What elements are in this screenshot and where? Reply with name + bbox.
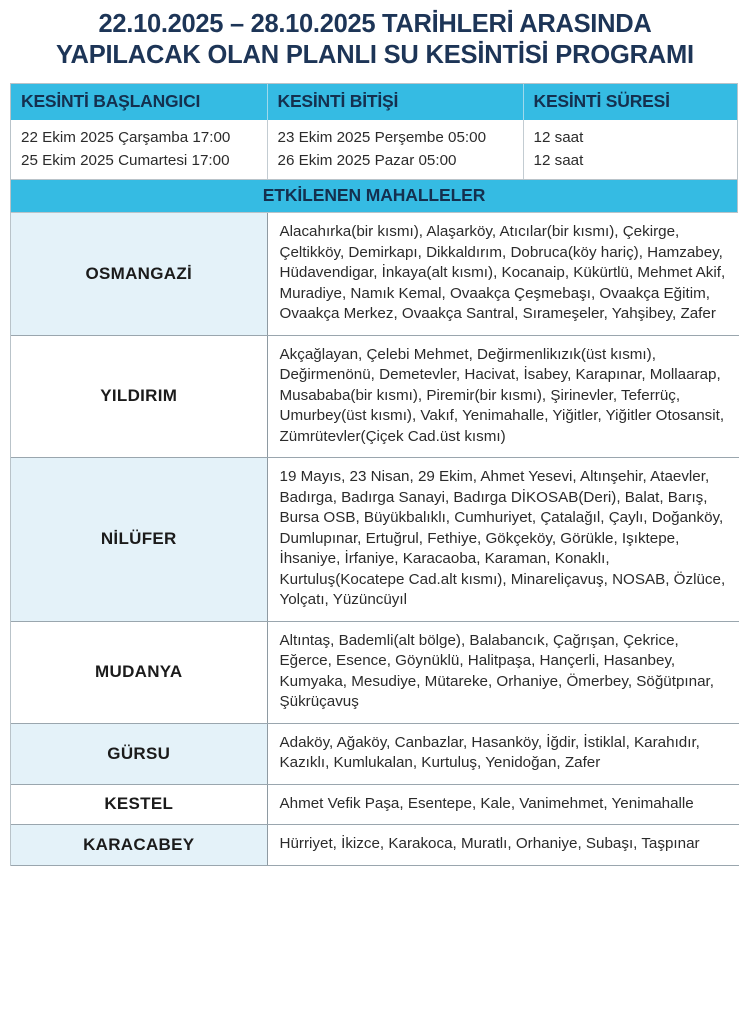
table-row [11,458,739,622]
district-name: YILDIRIM [11,335,267,458]
district-name: OSMANGAZİ [11,213,267,335]
outage-duration-value: 12 saat [523,149,737,179]
district-neighborhood-list: Akçağlayan, Çelebi Mehmet, Değirmenlikızık(üst kısmı), Değirmenönü, Demetevler, Hacivat, İsabey, Karapınar, Mollaarap, Musababa(bir kısmı), Piremir(bir kısmı), Şirinevler, Teferrüç, Umurbey(üst kısmı), Vakıf, Yenimahalle, Yiğitler, Yiğitler Otosansit, Zümrütevler(Çiçek Cad.üst kısmı) [267,335,739,458]
page-title-line-1: 22.10.2025 – 28.10.2025 TARİHLERİ ARASINDA [98,10,652,38]
outage-end-value: 26 Ekim 2025 Pazar 05:00 [267,149,523,179]
district-neighborhood-list: Adaköy, Ağaköy, Canbazlar, Hasanköy, İğdir, İstiklal, Karahıdır, Kazıklı, Kumlukalan, Kurtuluş, Yenidoğan, Zafer [267,723,739,784]
district-name: KARACABEY [11,825,267,866]
district-name: NİLÜFER [11,458,267,622]
table-row [11,120,737,149]
district-name: MUDANYA [11,621,267,723]
schedule-table [11,84,737,179]
column-header-end: KESİNTİ BİTİŞİ [267,84,523,120]
district-neighborhood-list: Altıntaş, Bademli(alt bölge), Balabancık, Çağrışan, Çekrice, Eğerce, Esence, Göynüklü, Halitpaşa, Hançerli, Hasanbey, Kumyaka, Mesudiye, Mütareke, Orhaniye, Ömerbey, Söğütpınar, Şükrüçavuş [267,621,739,723]
schedule-header-row [11,84,737,120]
district-name: KESTEL [11,784,267,825]
outage-start-value: 25 Ekim 2025 Cumartesi 17:00 [11,149,267,179]
district-neighborhood-list: Alacahırka(bir kısmı), Alaşarköy, Atıcılar(bir kısmı), Çekirge, Çeltikköy, Demirkapı, Dikkaldırım, Dobruca(köy hariç), Hamzabey, Hüdavendigar, İnkaya(alt kısmı), Kocanaip, Kükürtlü, Mehmet Akif, Muradiye, Namık Kemal, Ovaakça Çeşmebaşı, Ovaakça Eğitim, Ovaakça Merkez, Ovaakça Santral, Sırameşeler, Yahşibey, Zafer [267,213,739,335]
district-neighborhood-list: Ahmet Vefik Paşa, Esentepe, Kale, Vanimehmet, Yenimahalle [267,784,739,825]
outage-start-value: 22 Ekim 2025 Çarşamba 17:00 [11,120,267,149]
page-title-line-2: YAPILACAK OLAN PLANLI SU KESİNTİSİ PROGRAMI [56,41,694,69]
affected-neighborhoods-banner: ETKİLENEN MAHALLELER [11,179,737,213]
table-row [11,621,739,723]
district-neighborhood-list: 19 Mayıs, 23 Nisan, 29 Ekim, Ahmet Yesevi, Altınşehir, Ataevler, Badırga, Badırga Sanayi, Badırga DİKOSAB(Deri), Balat, Barış, Bursa OSB, Büyükbalıklı, Cumhuriyet, Çatalağıl, Çaylı, Doğanköy, Dumlupınar, Ertuğrul, Fethiye, Gökçeköy, Görükle, Işıktepe, İhsaniye, İrfaniye, Karacaoba, Karaman, Konaklı, Kurtuluş(Kocatepe Cad.alt kısmı), Minareliçavuş, NOSAB, Özlüce, Yolçatı, Yüzüncüyıl [267,458,739,622]
outage-table [10,83,738,866]
outage-end-value: 23 Ekim 2025 Perşembe 05:00 [267,120,523,149]
column-header-duration: KESİNTİ SÜRESİ [523,84,737,120]
table-row [11,149,737,179]
page-title [0,0,750,71]
table-row [11,723,739,784]
outage-duration-value: 12 saat [523,120,737,149]
table-row [11,213,739,335]
district-neighborhood-list: Hürriyet, İkizce, Karakoca, Muratlı, Orhaniye, Subaşı, Taşpınar [267,825,739,866]
table-row [11,825,739,866]
district-name: GÜRSU [11,723,267,784]
table-row [11,335,739,458]
districts-table [11,213,739,866]
column-header-start: KESİNTİ BAŞLANGICI [11,84,267,120]
table-row [11,784,739,825]
